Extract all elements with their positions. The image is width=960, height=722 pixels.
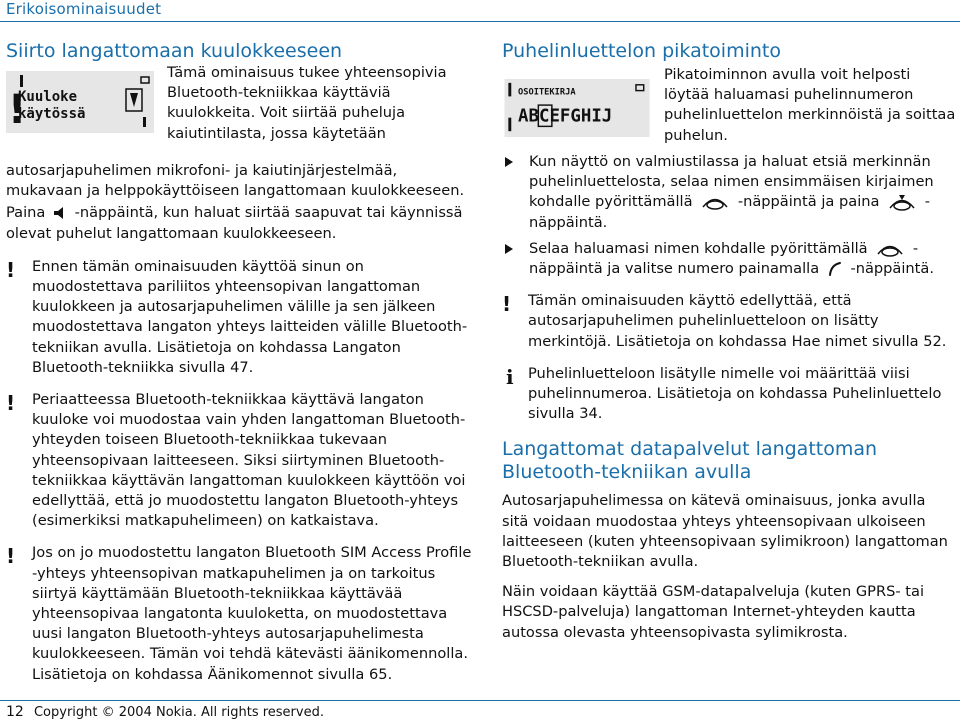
phone-display-phonebook-image [502,79,652,137]
bullet-scroll-letter-text [529,152,954,233]
press-key-instruction [6,203,474,243]
bullet2-post: -näppäintä. [850,260,934,278]
note-phonebook-entries-text: Tämän ominaisuuden käyttö edellyttää, että autosarjapuhelimen puhelinluetteloon on lisätty merkintöjä. Lisätietoja on kohdassa Hae nimet sivulla 52. [528,292,947,350]
display-line1: Kuuloke [18,89,78,105]
bullet-select-number-text [529,239,954,279]
chapter-title: Erikoisominaisuudet [6,0,162,18]
note-single-connection [6,390,474,531]
bullet-arrow-icon [505,244,513,254]
svg-text:!: ! [8,87,27,133]
exclamation-icon: ! [6,391,16,416]
bullet-select-number [502,239,954,279]
display-title: OSOITEKIRJA [518,87,576,98]
left-column [6,40,474,685]
phonebook-intro [502,66,956,159]
exclamation-icon: ! [502,292,512,317]
data-services-para1: Autosarjapuhelimessa on kätevä ominaisuus, jonka avulla sitä voidaan muodostaa yhteys yhteensopivaan ulkoiseen laitteeseen (kuten yhteensopivaan sylimikroon) langattoman Bluetooth-tekniikan avulla. [502,492,948,571]
rotary-key-icon [875,241,905,257]
footer-divider [0,700,960,701]
bullet1-post: -näppäintä. [529,193,931,231]
bullet1-pre: Kun näyttö on valmiustilassa ja haluat etsiä merkinnän puhelinluettelosta, selaa nimen ensimmäisen kirjaimen kohdalle pyörittämällä [529,153,934,211]
note-phonebook-entries [502,291,954,352]
bullet-arrow-icon [505,157,513,167]
call-key-icon [827,261,843,277]
rotary-key-icon [700,194,730,210]
press-rotary-key-icon [887,193,917,211]
note-pairing [6,257,474,378]
bullet2-pre: Selaa haluamasi nimen kohdalle pyörittämällä [529,239,868,257]
section-heading-headset: Siirto langattomaan kuulokkeeseen [6,40,343,62]
press-pre-text: Paina [6,204,46,222]
bullet1-mid: -näppäintä ja paina [737,193,880,211]
headset-intro-side-text: Tämä ominaisuus tukee yhteensopivia Bluetooth-tekniikkaa käyttäviä kuulokkeita. Voit siirtää puheluja kaiutintilasta, jossa käytetään [167,64,447,142]
info-icon: i [506,364,514,389]
bullet2-mid: -näppäintä ja valitse numero painamalla [529,239,919,278]
note-single-connection-text: Periaatteessa Bluetooth-tekniikkaa käyttävä langaton kuuloke voi muodostaa vain yhden langattoman Bluetooth-yhteyden toiseen Bluetooth-tekniikkaa tukevaan yhteensopivaan laitteeseen. Siksi siirtyminen Bluetooth-tekniikkaa käyttävän langattoman kuulokkeen käyttöön voi edellyttää, että jo muodostettu langaton Bluetooth-yhteys (esimerkiksi matkapuhelimeen) on katkaistava. [32,391,466,530]
headset-intro [6,64,474,169]
copyright-text: Copyright © 2004 Nokia. All rights reserved. [33,705,324,720]
headset-intro-full-text: autosarjapuhelimen mikrofoni- ja kaiutinjärjestelmää, mukavaan ja helppokäyttöiseen langattomaan kuulokkeeseen. [6,162,465,200]
page-number: 12 [6,704,24,720]
exclamation-icon: ! [6,257,16,282]
data-services-para2: Näin voidaan käyttää GSM-datapalveluja (kuten GPRS- tai HSCSD-palveluja) langattoman Internet-yhteyden kautta autossa olevasta yhteensopivasta sylimikrosta. [502,583,924,641]
phone-display-headset-image [6,71,154,133]
info-five-numbers-text: Puhelinluetteloon lisätylle nimelle voi määrittää viisi puhelinnumeroa. Lisätietoja on kohdassa Puhelinluettelo sivulla 34. [528,364,942,423]
section-heading-phonebook: Puhelinluettelon pikatoiminto [502,40,781,62]
header-divider [0,21,960,22]
note-sim-access [6,543,474,684]
info-five-numbers [502,364,954,425]
right-column [502,40,954,643]
section-heading-data-services: Langattomat datapalvelut langattoman Bluetooth-tekniikan avulla [502,438,878,484]
display-line2: käytössä [18,106,86,122]
note-sim-access-text: Jos on jo muodostettu langaton Bluetooth SIM Access Profile -yhteys yhteensopivan matkapuhelimen ja on tarkoitus siirtyä käyttämään Bluetooth-tekniikkaa käyttävää yhteensopivaa langatonta kuuloketta, on muodostettava uusi langaton Bluetooth-yhteys autosarjapuhelimesta kuulokkeeseen. Tämän voi tehdä kätevästi äänikomennolla. Lisätietoja on kohdassa Äänikomennot sivulla 65. [32,544,472,683]
exclamation-icon: ! [6,544,16,569]
press-post-text: -näppäintä, kun haluat siirtää saapuvat tai käynnissä olevat puhelut langattomaan kuulokkeeseen. [6,204,463,242]
headset-key-icon [53,206,67,220]
phonebook-intro-text: Pikatoiminnon avulla voit helposti löytää haluamasi puhelinnumeron puhelinluettelon merkinnöistä ja soittaa puhelun. [664,66,956,144]
note-pairing-text: Ennen tämän ominaisuuden käyttöä sinun on muodostettava pariliitos yhteensopivan langattoman kuulokkeen ja autosarjapuhelimen välille ja sen jälkeen muodostettava langaton yhteys laitteiden välille Bluetooth-tekniikan avulla. Lisätietoja on kohdassa Langaton Bluetooth-tekniikka sivulla 47. [32,257,468,376]
footer [6,704,324,720]
bullet-scroll-letter [502,152,954,233]
display-letters: ABCEFGHIJ [518,106,613,127]
